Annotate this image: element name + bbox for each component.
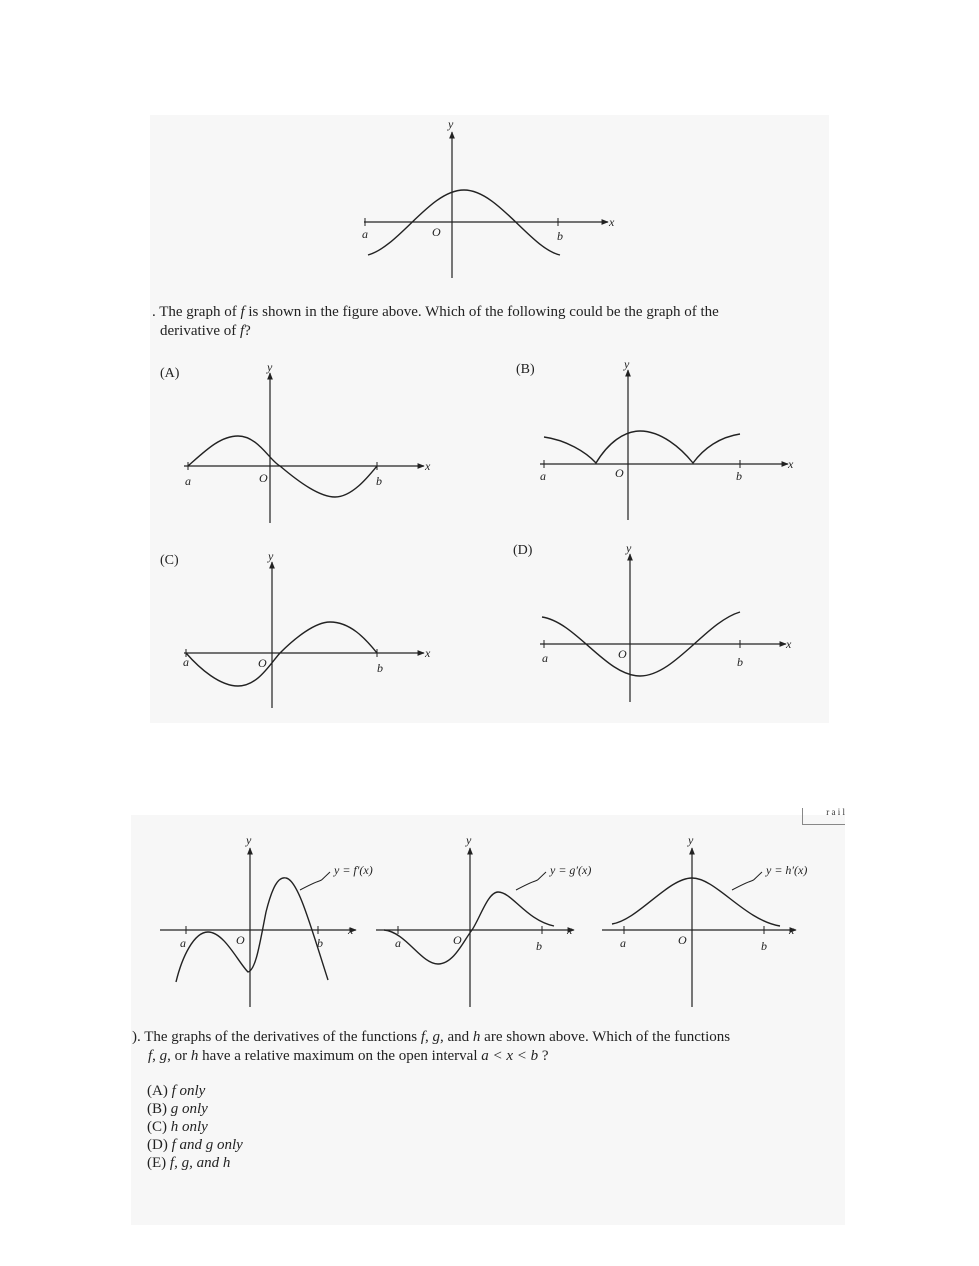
option-d-graph[interactable] <box>536 542 796 704</box>
svg-text:O: O <box>258 656 267 670</box>
answer-choices <box>147 1082 243 1172</box>
svg-text:a: a <box>540 469 546 483</box>
svg-text:b: b <box>737 655 743 669</box>
svg-text:y: y <box>688 833 694 847</box>
svg-text:O: O <box>236 933 245 947</box>
svg-text:y: y <box>466 833 472 847</box>
choice-c[interactable]: (C) h only <box>147 1119 208 1135</box>
corner-tab: r a i l <box>802 808 845 825</box>
svg-text:y = f′(x): y = f′(x) <box>334 863 373 877</box>
g-prime-curve <box>384 892 554 964</box>
svg-text:b: b <box>317 936 323 950</box>
svg-text:a: a <box>395 936 401 950</box>
svg-text:x: x <box>425 459 431 473</box>
graph-h-prime <box>598 832 828 1012</box>
svg-text:y: y <box>624 357 630 371</box>
svg-text:y: y <box>246 833 252 847</box>
a-label: a <box>362 227 368 241</box>
svg-text:y: y <box>268 549 274 563</box>
graph-f <box>360 118 620 280</box>
svg-text:O: O <box>453 933 462 947</box>
svg-text:b: b <box>377 661 383 675</box>
svg-text:a: a <box>183 655 189 669</box>
svg-text:x: x <box>786 637 792 651</box>
graph-f-prime <box>160 832 380 1012</box>
svg-text:O: O <box>618 647 627 661</box>
svg-text:y: y <box>626 541 632 555</box>
svg-text:a: a <box>180 936 186 950</box>
option-b-graph[interactable] <box>536 357 796 522</box>
choice-e[interactable]: (E) f, g, and h <box>147 1155 231 1171</box>
svg-text:x: x <box>788 457 794 471</box>
origin-label: O <box>432 225 441 239</box>
option-c-curve <box>186 622 377 686</box>
choice-b[interactable]: (B) g only <box>147 1101 208 1117</box>
svg-text:x: x <box>348 923 354 937</box>
svg-text:b: b <box>536 939 542 953</box>
svg-text:a: a <box>185 474 191 488</box>
question2-text: ). The graphs of the derivatives of the functions f, g, and h are shown above. Which of the functions f, g, or h have a relative maximum on the open interval a < x < b ? <box>132 1029 731 1064</box>
option-a-label[interactable]: (A) <box>160 366 180 381</box>
svg-text:a: a <box>620 936 626 950</box>
option-c-graph[interactable] <box>180 549 440 714</box>
b-label: b <box>557 229 563 243</box>
svg-text:a: a <box>542 651 548 665</box>
svg-text:b: b <box>736 469 742 483</box>
svg-text:y: y <box>267 360 273 374</box>
svg-text:y = h′(x): y = h′(x) <box>766 863 808 877</box>
option-d-label[interactable]: (D) <box>513 543 533 558</box>
y-label: y <box>448 117 454 131</box>
option-b-curve <box>544 431 740 463</box>
question1-text: . The graph of f is shown in the figure above. Which of the following could be the graph of the derivative of f? <box>152 304 719 339</box>
svg-text:b: b <box>761 939 767 953</box>
svg-text:x: x <box>425 646 431 660</box>
x-label: x <box>609 215 615 229</box>
svg-text:b: b <box>376 474 382 488</box>
svg-text:O: O <box>615 466 624 480</box>
choice-d[interactable]: (D) f and g only <box>147 1137 243 1153</box>
svg-text:x: x <box>789 923 795 937</box>
graph-g-prime <box>376 832 606 1012</box>
svg-text:O: O <box>259 471 268 485</box>
svg-text:x: x <box>567 923 573 937</box>
svg-text:y = g′(x): y = g′(x) <box>550 863 592 877</box>
option-a-graph[interactable] <box>180 360 440 527</box>
option-b-label[interactable]: (B) <box>516 362 535 377</box>
svg-text:O: O <box>678 933 687 947</box>
choice-a[interactable]: (A) f only <box>147 1083 206 1099</box>
option-c-label[interactable]: (C) <box>160 553 179 568</box>
h-prime-curve <box>612 878 780 926</box>
